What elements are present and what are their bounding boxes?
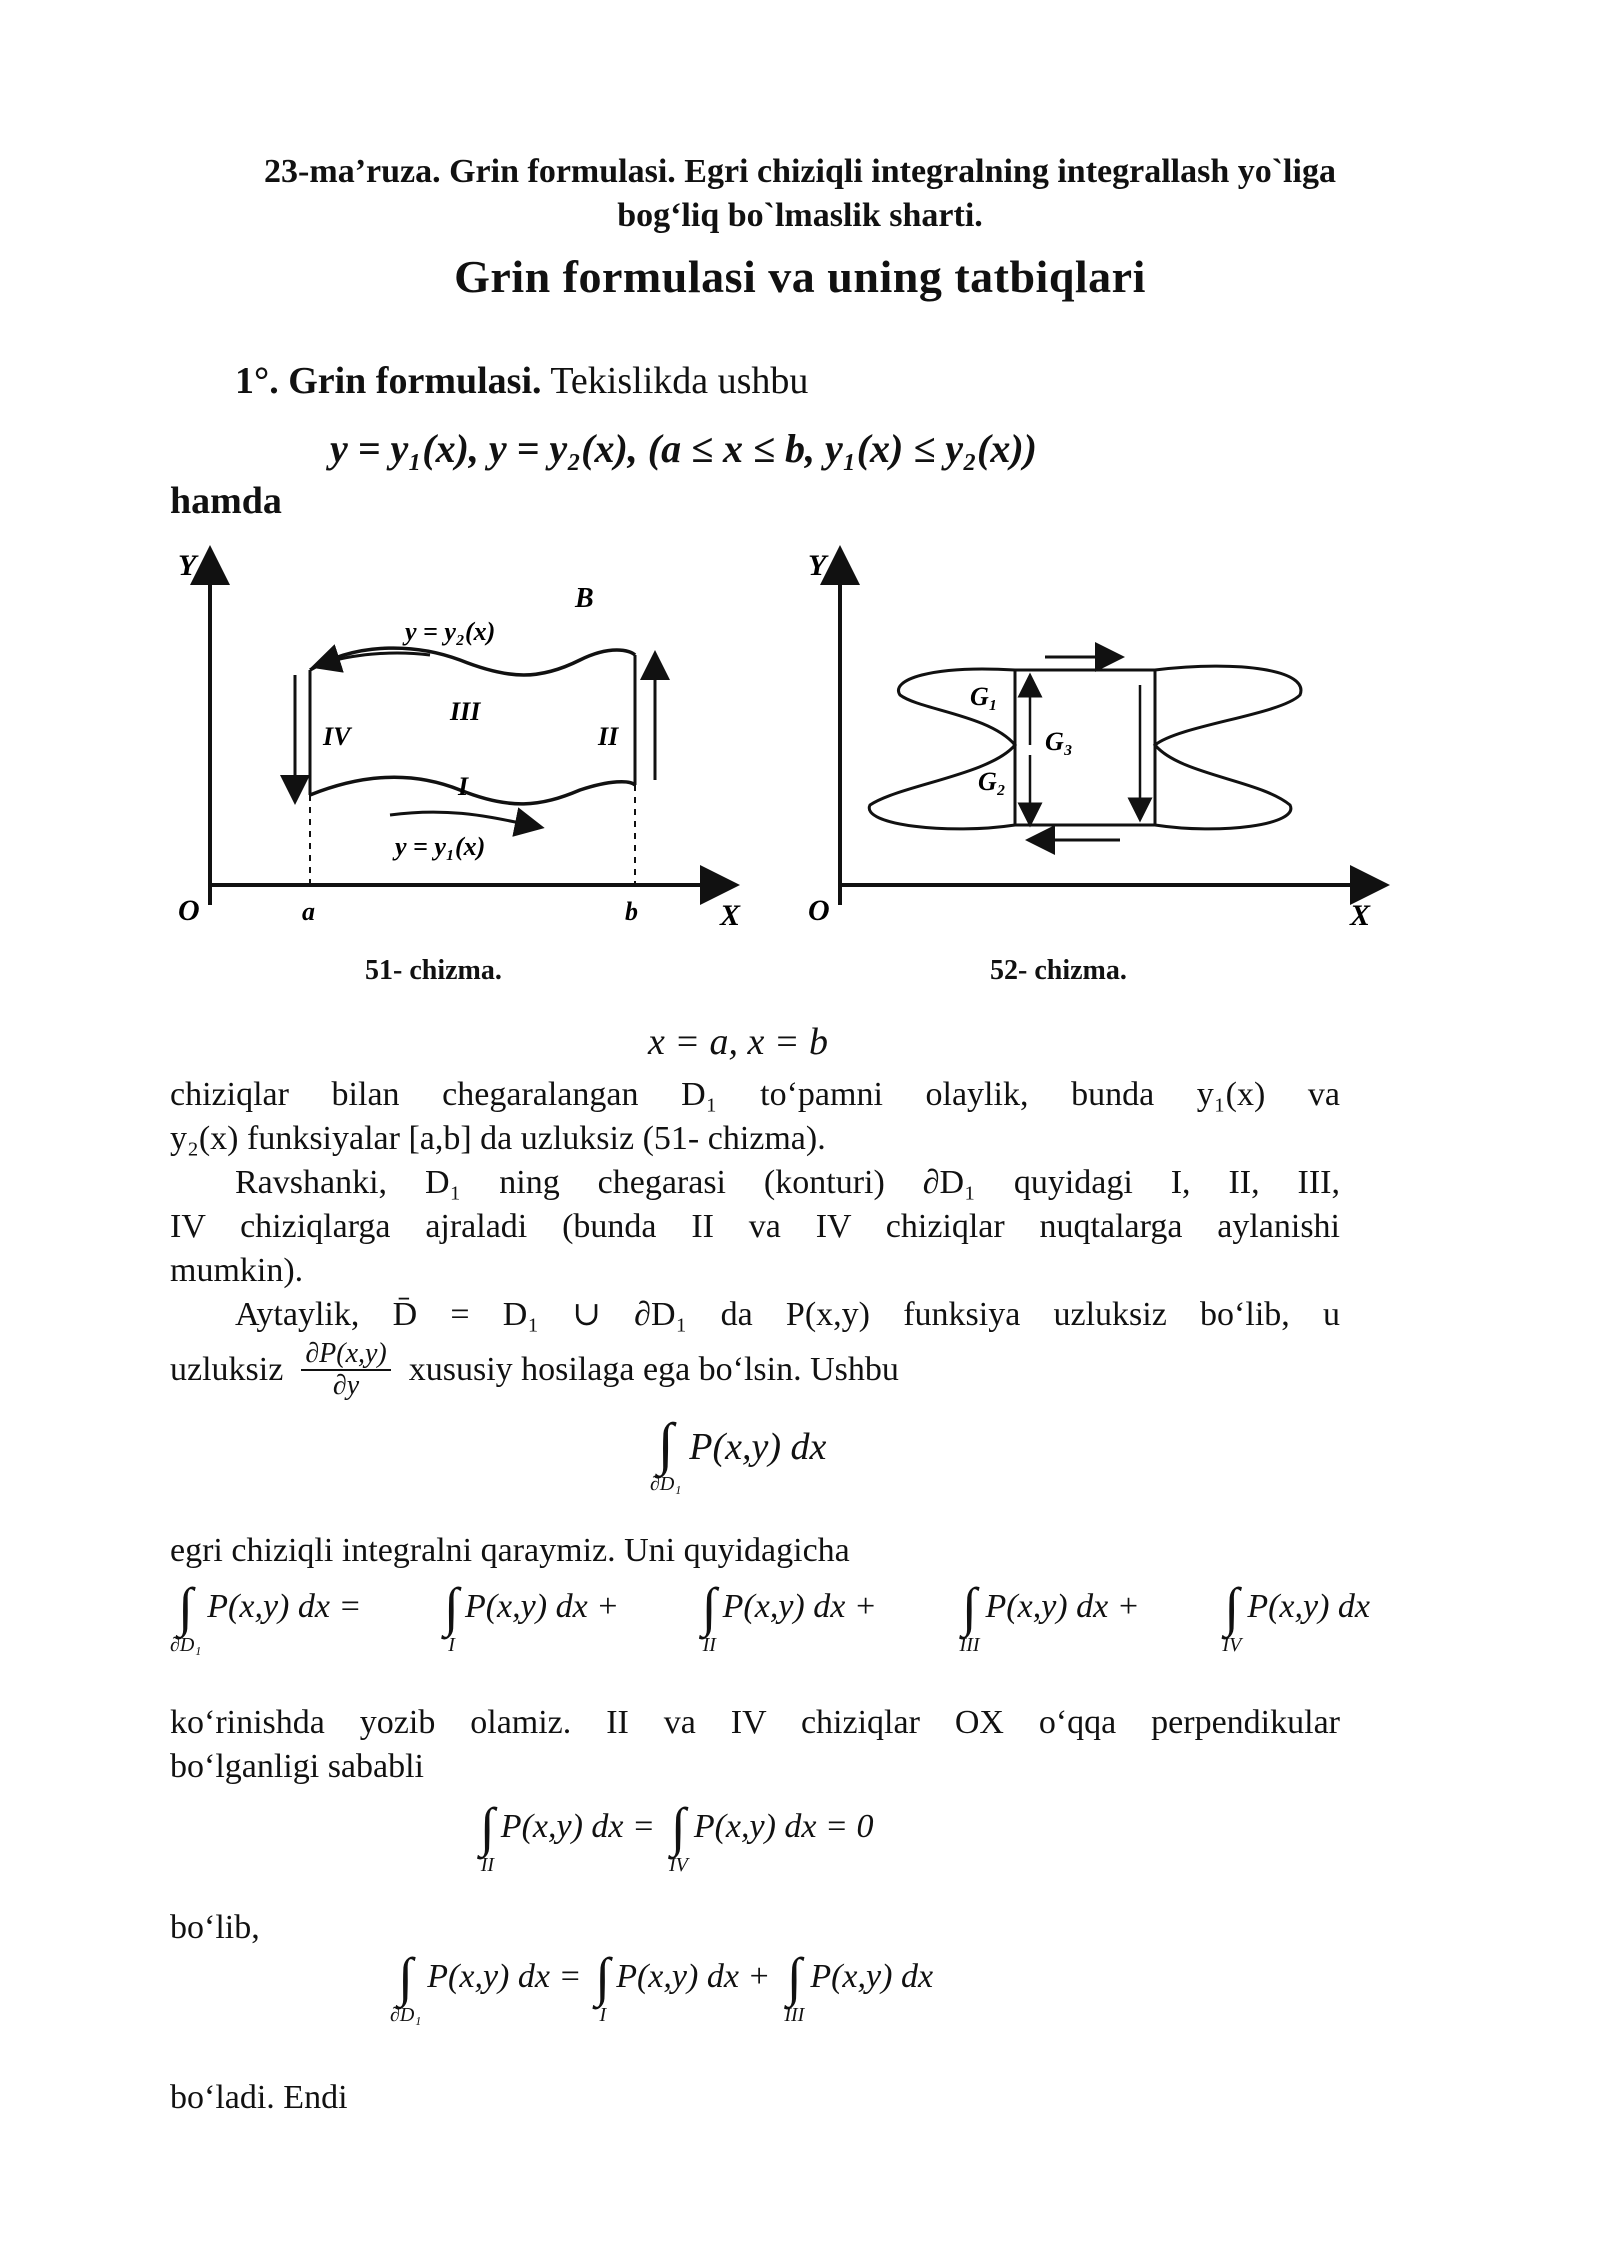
fig51-x-label: X [720,899,741,932]
integral-sign: ∫ [480,1797,495,1857]
paragraph-3-line1: Aytaylik, D̄ = D₁ ∪ ∂D₁ da P(x,y) funksiya uzluksiz bo‘lib, u [235,1296,1340,1333]
integral-expr: P(x,y) dx [810,1958,934,1995]
fig51-top-curve-label: y = y₂(x) [405,617,496,646]
integral-sub: II [480,1854,495,1876]
integral-zero [480,1797,874,1877]
integral-term [959,1577,1140,1657]
integral-sub: II [702,1634,716,1656]
integral-expr: P(x,y) dx = [207,1588,362,1625]
integral-sub: ∂D₁ [170,1634,202,1656]
integral-sub: ∂D₁ [650,1473,682,1495]
integral-expr: P(x,y) dx + [616,1958,771,1995]
integral-term [444,1577,620,1657]
subsection-label: 1°. Grin formulasi. [235,360,542,402]
integral-sign: ∫ [786,1947,802,2007]
integral-term [595,1947,771,2027]
fig52-x-label: X [1350,899,1371,932]
figure-52-caption: 52- chizma. [990,955,1127,986]
integral-sign: ∫ [178,1577,194,1637]
fraction-denominator: ∂y [332,1370,360,1401]
lecture-title [0,150,1600,238]
integral-sub: ∂D₁ [390,2004,422,2026]
uzluksiz-text: uzluksiz [170,1351,284,1388]
fig51-origin-label: O [178,894,200,927]
paragraph-3-rest: xususiy hosilaga ega bo‘lsin. Ushbu [408,1351,899,1388]
integral-expr: P(x,y) dx + [722,1588,877,1625]
fig51-label-III: III [450,697,481,726]
integral-expr: P(x,y) dx = [427,1958,582,1995]
integral-term [390,1947,582,2027]
fig51-b-label: b [625,897,638,926]
paragraph-5-line2: bo‘lganligi sababli [170,1748,425,1785]
fig51-a-label: a [302,897,315,926]
integral-sub: III [784,2004,805,2026]
subsection-heading [235,358,808,404]
integral-term [668,1797,874,1877]
integral-term [1222,1577,1370,1657]
paragraph-2-line1: Ravshanki, D₁ ning chegarasi (konturi) ∂D₁ quyidagi I, II, III, [235,1164,1340,1201]
integral-sign: ∫ [398,1947,414,2007]
integral-sign: ∫ [595,1947,611,2007]
integral-term [701,1577,877,1657]
fig51-label-IV: IV [323,722,351,751]
integral-sign: ∫ [701,1577,717,1637]
integral-sub: I [599,2004,607,2026]
section-title: Grin formulasi va uning tatbiqlari [454,251,1146,302]
integral-result [390,1947,934,2027]
fig52-G3-label: G₃ [1045,727,1073,756]
right-loop [1155,666,1301,829]
integral-sub: IV [668,1854,688,1876]
paragraph-1-line2: y₂(x) funksiyalar [a,b] da uzluksiz (51- chizma). [170,1120,826,1157]
fig51-y-label: Y [178,549,197,582]
subsection-lead: Tekislikda ushbu [550,360,809,402]
integral-sign: ∫ [444,1577,459,1637]
fig51-B-label: B [575,583,594,614]
integral-sign: ∫ [657,1411,674,1476]
integral-term [480,1797,655,1877]
lecture-title-line1: 23-ma’ruza. Grin formulasi. Egri chiziqli integralning integrallash yo`liga [264,153,1336,190]
paragraph-5-line1: ko‘rinishda yozib olamiz. II va IV chiziqlar OX o‘qqa perpendikular [170,1704,1340,1741]
fraction-numerator: ∂P(x,y) [301,1339,390,1371]
lecture-title-line2: bog‘liq bo`lmaslik sharti. [617,197,983,234]
integral-boundary [650,1411,827,1496]
fig52-G1-label: G₁ [970,682,998,711]
fig51-label-I: I [458,772,469,801]
last-line: bo‘ladi. Endi [170,2079,348,2116]
integral-sub: IV [1222,1634,1242,1656]
integral-expr: P(x,y) dx [1247,1588,1370,1625]
integral-sign: ∫ [962,1577,977,1637]
paragraph-1-line1: chiziqlar bilan chegaralangan D₁ to‘pamni olaylik, bunda y₁(x) va [170,1076,1340,1113]
paragraph-2-line3: mumkin). [170,1252,304,1289]
formula-lines: x = a, x = b [648,1021,829,1063]
integral-sign-group [650,1411,682,1496]
paragraph-2-line2: IV chiziqlarga ajraladi (bunda II va IV chiziqlar nuqtalarga aylanishi [170,1208,1340,1245]
fig51-bottom-curve-label: y = y₁(x) [395,832,486,861]
fig51-label-II: II [598,722,619,751]
arrow-I [390,812,530,825]
bolib-text: bo‘lib, [170,1909,260,1946]
integral-term [170,1577,362,1657]
integral-sign: ∫ [670,1797,686,1857]
figure-52 [790,545,1390,975]
paragraph-3-line2 [170,1340,899,1400]
fig52-origin-label: O [808,894,830,927]
integral-sub: I [448,1634,455,1656]
fig52-y-label: Y [808,549,827,582]
curve-y2 [310,648,635,675]
integral-term [784,1947,934,2027]
curve-y1 [310,777,635,804]
figure-51-caption: 51- chizma. [365,955,502,986]
integral-expr: P(x,y) dx = 0 [693,1808,874,1845]
integral-expr: P(x,y) dx + [985,1588,1140,1625]
formula-curves: y = y₁(x), y = y₂(x), (a ≤ x ≤ b, y₁(x) ≤ y₂(x)) [330,426,1037,471]
fig52-G2-label: G₂ [978,767,1006,796]
integral-sign: ∫ [1224,1577,1240,1637]
integral-expr: P(x,y) dx + [464,1588,620,1625]
paragraph-4: egri chiziqli integralni qaraymiz. Uni quyidagicha [170,1532,850,1569]
partial-derivative-fraction [301,1339,390,1401]
integral-sum [170,1577,1370,1657]
integral-expr: P(x,y) dx [689,1426,827,1468]
figure-51 [160,545,760,975]
hamda-text: hamda [170,480,282,522]
integral-expr: P(x,y) dx = [500,1808,655,1845]
integral-sub: III [959,1634,980,1656]
